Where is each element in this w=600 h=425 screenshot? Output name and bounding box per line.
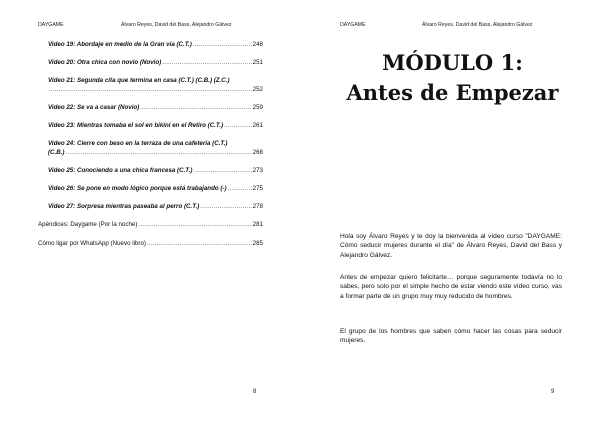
toc-entry-title: Video 25: Conociendo a una chica francesa (C.T.) [48, 167, 193, 174]
toc-leader-dots [228, 184, 252, 193]
toc-entry-title: Video 21: Segunda cita que termina en casa (C.T.) (C.B.) (Z.C.) [48, 77, 230, 84]
toc-entry-page: 275 [252, 185, 263, 192]
toc-leader-dots [162, 58, 251, 67]
toc-entry-title: Video 23: Mientras tomaba el sol en bikini en el Retiro (C.T.) [48, 122, 224, 129]
toc-entry-title: Video 26: Se pone en modo lógico porque está trabajando (-) [48, 185, 227, 192]
page-number: 8 [253, 389, 257, 395]
toc-entry-page: 248 [252, 41, 263, 48]
toc-entry-page: 261 [252, 122, 263, 129]
toc-leader-dots [200, 202, 251, 211]
paragraph-group: El grupo de los hombres que saben cómo hacer las cosas para seducir mujeres. [340, 328, 562, 345]
header-book-title: DAYGAME [340, 22, 366, 28]
header-authors: Álvaro Reyes, David del Bass, Alejandro Gálvez [121, 22, 232, 28]
toc-entry[interactable] [38, 40, 263, 49]
toc-entry-page: 251 [252, 59, 263, 66]
toc-entry-title: Cómo ligar por WhatsApp (Nuevo libro) [38, 240, 146, 247]
toc-leader-dots [49, 85, 252, 94]
toc-entry-title: Video 19: Abordaje en medio de la Gran vía (C.T.) [48, 41, 192, 48]
toc-entry-title: Apéndices: Daygame (Por la noche) [38, 221, 138, 228]
toc-entry-title: Video 24: Cierre con beso en la terraza de una cafetería (C.T.) [48, 140, 228, 147]
toc-entry[interactable] [38, 103, 263, 112]
toc-entry-page: 281 [252, 221, 263, 228]
toc-entry[interactable] [38, 202, 263, 211]
toc-entry[interactable] [38, 184, 263, 193]
toc-leader-dots [193, 166, 251, 175]
toc-entry[interactable] [38, 166, 263, 175]
toc-leader-dots [147, 239, 252, 248]
toc-leader-dots [66, 148, 252, 157]
table-of-contents [38, 40, 263, 258]
toc-leader-dots [138, 220, 251, 229]
page-number: 9 [551, 389, 555, 395]
toc-entry[interactable] [38, 139, 263, 157]
toc-leader-dots [193, 40, 252, 49]
toc-entry-title-continued: (C.B.) [48, 149, 65, 156]
right-page [300, 0, 600, 425]
toc-entry[interactable] [38, 76, 263, 94]
toc-entry-title: Video 20: Otra chica con novio (Novio) [48, 59, 162, 66]
toc-entry-title: Video 27: Sorpresa mientras paseaba al perro (C.T.) [48, 203, 200, 210]
paragraph-congratulations: Antes de empezar quiero felicitarte… porque seguramente todavía no lo sabes, pero solo por el simple hecho de estar viendo este vídeo curso, vas a formar parte de un grupo muy muy reducido de hombres. [340, 274, 562, 300]
toc-entry-page: 259 [252, 104, 263, 111]
toc-entry-page: 285 [252, 240, 263, 247]
toc-entry-page: 278 [252, 203, 263, 210]
toc-leader-dots [224, 121, 252, 130]
header-authors: Álvaro Reyes, David del Bass, Alejandro Gálvez [422, 22, 533, 28]
toc-appendix-entry[interactable] [38, 220, 263, 229]
toc-entry[interactable] [38, 121, 263, 130]
toc-entry-title: Video 22: Se va a casar (Novio) [48, 104, 140, 111]
module-subtitle: Antes de Empezar [346, 80, 559, 105]
toc-entry-page: 273 [252, 167, 263, 174]
paragraph-welcome: Hola soy Álvaro Reyes y te doy la bienvenida al vídeo curso "DAYGAME: Cómo seducir mujeres durante el día" de Álvaro Reyes, David del Bass y Alejandro Gálvez. [340, 233, 562, 259]
module-title: MÓDULO 1: [382, 50, 523, 75]
toc-leader-dots [140, 103, 251, 112]
toc-entry-page: 268 [252, 149, 263, 156]
header-book-title: DAYGAME [38, 22, 64, 28]
toc-appendix-entry[interactable] [38, 239, 263, 248]
toc-entry-page: 252 [252, 86, 263, 93]
toc-entry[interactable] [38, 58, 263, 67]
